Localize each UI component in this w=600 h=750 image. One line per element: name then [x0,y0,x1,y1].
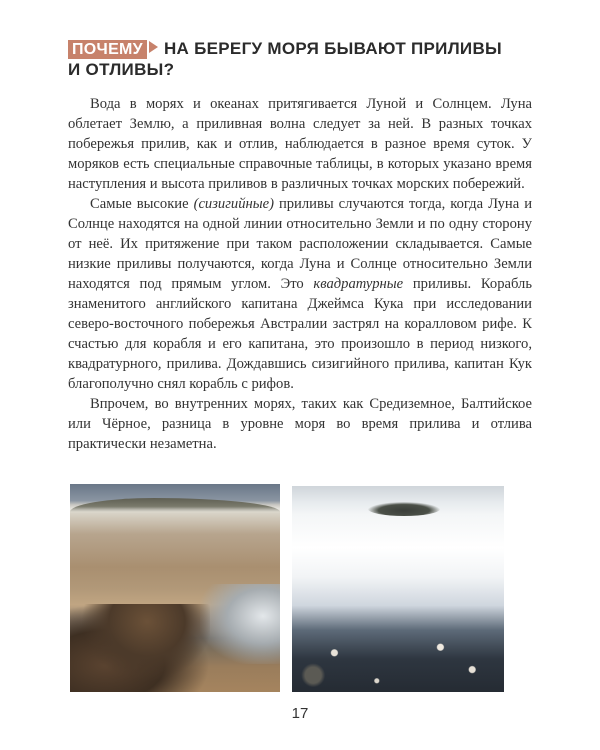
photo-high-tide-island [292,486,504,692]
kicker-label: ПОЧЕМУ [68,40,147,59]
photo-low-tide-beach [70,484,280,692]
photo-floating-leaves [292,636,504,692]
photo-water [200,584,280,664]
paragraph-2 [68,194,532,394]
paragraph-3: Впрочем, во внутренних морях, таких как Средиземное, Балтийское или Чёрное, разница в уровне моря во время прилива и отлива практически незаметна. [68,396,532,452]
heading-title-line2: И ОТЛИВЫ? [68,60,175,79]
heading-title-line1: НА БЕРЕГУ МОРЯ БЫВАЮТ ПРИЛИВЫ [163,39,502,58]
photo-hills [70,498,280,512]
heading-line-1 [68,38,508,59]
term-syzygy: (сизигийные) [193,196,274,212]
arrow-right-icon [149,41,158,53]
page-heading [68,38,508,80]
p2-end: приливы. Корабль знаменитого английского капитана Джеймса Кука при исследовании северо-восточного побережья Австралии застрял на коралловом рифе. К счастью для корабля и его капитана, это произошло в период низкого, квадратурного, прилива. Дождавшись сизигийного прилива, капитан Кук благополучно снял корабль с рифов. [68,276,532,392]
p2-middle: приливы случаются тогда, когда Луна и Солнце находятся на одной линии относительно Земли и по одну сторону от неё. Их притяжение при таком расположении складывается. Самые низкие приливы получаются, когда Луна и Солнце относительно Земли находятся под прямым углом. Это [68,196,533,292]
p2-start: Самые высокие [90,196,194,212]
article-body [68,94,532,454]
page-number: 17 [291,705,309,722]
paragraph-1: Вода в морях и океанах притягивается Луной и Солнцем. Луна облетает Землю, а приливная волна следует за ней. В разных точках побережья прилив, как и отлив, наблюдается в разное время суток. У моряков есть специальные справочные таблицы, в которых указано время наступления и высота приливов в различных точках морских побережий. [68,96,532,192]
term-quadrature: квадратурные [313,276,404,292]
photo-island [368,502,440,516]
photo-rocks [70,604,210,692]
